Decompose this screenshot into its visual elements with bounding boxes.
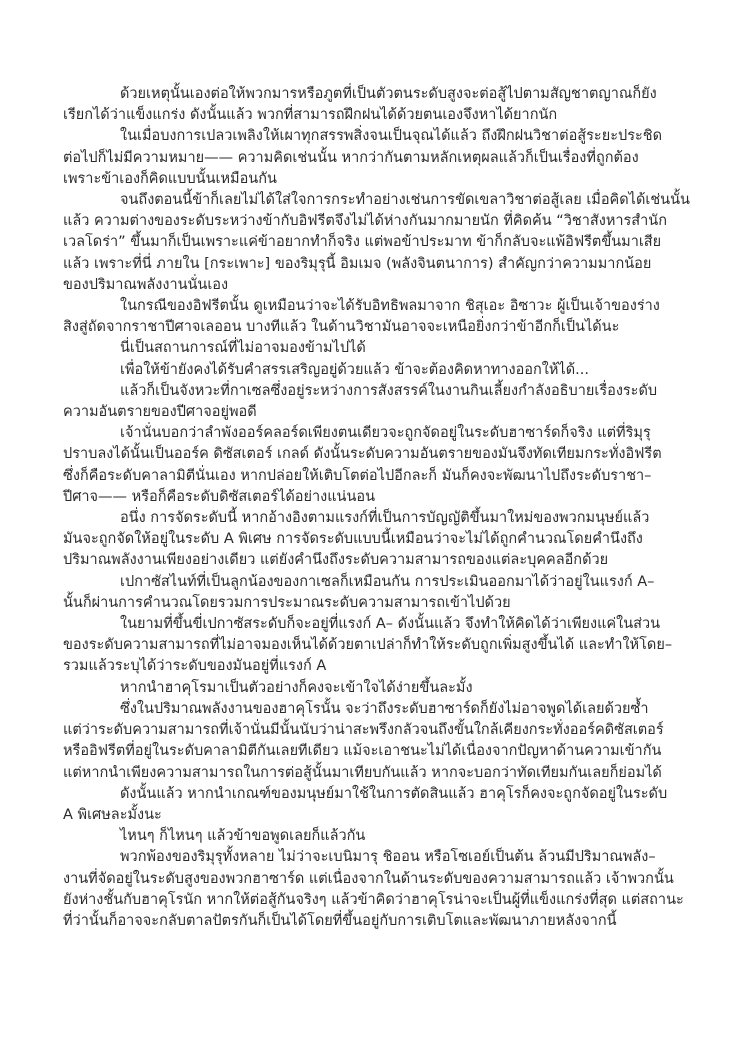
text-line: เพราะข้าเองก็คิดแบบนั้นเหมือนกัน [63, 170, 277, 187]
text-line: จนถึงตอนนี้ข้าก็เลยไม่ได้ใส่ใจการกระทำอย่างเช่นการขัดเขลาวิชาต่อสู้เลย เมื่อคิดได้เช่นนั้น [120, 192, 690, 209]
text-line: ปีศาจ—— หรือก็คือระดับดิซัสเตอร์ได้อย่างแน่นอน [63, 488, 375, 505]
paragraph [63, 847, 684, 932]
paragraph [63, 614, 677, 678]
text-line: ของระดับความสามารถที่ไม่อาจมองเห็นได้ด้วยตาเปล่าก็ทำให้ระดับถูกเพิ่มสูงขึ้นได้ และทำให้โดย– [63, 637, 673, 654]
paragraph [63, 360, 677, 381]
text-line: พวกพ้องของริมุรุทั้งหลาย ไม่ว่าจะเบนิมารุ ชิออน หรือโซเอย์เป็นต้น ล้วนมีปริมาณพลัง– [120, 849, 656, 866]
text-line: อนึ่ง การจัดระดับนี้ หากอ้างอิงตามแรงก์ที่เป็นการบัญญัติขึ้นมาใหม่ของพวกมนุษย์แล้ว [120, 510, 650, 527]
paragraph [63, 572, 677, 614]
paragraph [63, 126, 677, 190]
text-line: เพื่อให้ข้ายังคงได้รับคำสรรเสริญอยู่ด้วยแล้ว ข้าจะต้องคิดหาทางออกให้ได้... [120, 361, 589, 378]
text-line: ที่ว่านั้นก็อาจจะกลับตาลปัตรกันก็เป็นได้โดยที่ขึ้นอยู่กับการเติบโตและพัฒนาภายหลังจากนี้ [63, 912, 617, 929]
text-line: มันจะถูกจัดให้อยู่ในระดับ A พิเศษ การจัดระดับแบบนี้เหมือนว่าจะไม่ได้ถูกคำนวณโดยคำนึงถึง [63, 531, 643, 548]
text-line: ด้วยเหตุนั้นเองต่อให้พวกมารหรือภูตที่เป็นตัวตนระดับสูงจะต่อสู้ไปตามสัญชาตญาณก็ยัง [120, 86, 657, 102]
paragraph [63, 826, 677, 847]
text-line: หรืออิฟรีตที่อยู่ในระดับคาลามิตีกันเลยทีเดียว แม้จะเอาชนะไม่ได้เนื่องจากปัญหาด้านความเข้ากัน [63, 743, 662, 760]
text-line: แล้ว เพราะที่นี่ ภายใน [กระเพาะ] ของริมุรุนี้ อิมเมจ (พลังจินตนาการ) สำคัญกว่าความมากน้อย [63, 255, 652, 272]
text-line: A พิเศษละมั้งนะ [63, 806, 162, 823]
text-line: ไหนๆ ก็ไหนๆ แล้วข้าขอพูดเลยก็แล้วกัน [120, 828, 366, 845]
text-line: ในกรณีของอิฟรีตนั้น ดูเหมือนว่าจะได้รับอิทธิพลมาจาก ชิสุเอะ อิซาวะ ผู้เป็นเจ้าของร่าง [120, 298, 660, 315]
text-line: แต่หากนำเพียงความสามารถในการต่อสู้นั้นมาเทียบกันแล้ว หากจะบอกว่าทัดเทียมกันเลยก็ย่อมได้ [63, 764, 662, 781]
text-line: แล้ว ความต่างของระดับระหว่างข้ากับอิฟรีตจึงไม่ได้ห่างกันมากมายนัก ที่คิดค้น “วิชาสังหารสำนัก [63, 213, 667, 230]
paragraph [63, 381, 677, 423]
paragraph [63, 190, 690, 296]
paragraph [63, 508, 677, 572]
text-line: รวมแล้วระบุได้ว่าระดับของมันอยู่ที่แรงก์ A [63, 658, 327, 675]
text-line: ความอันตรายของปีศาจอยู่พอดี [63, 404, 257, 421]
text-line: เรียกได้ว่าแข็งแกร่ง ดังนั้นแล้ว พวกที่สามารถฝึกฝนได้ด้วยตนเองจึงหาได้ยากนัก [63, 107, 558, 124]
text-line: เจ้านั่นบอกว่าลำพังออร์คลอร์ดเพียงตนเดียวจะถูกจัดอยู่ในระดับฮาซาร์ดก็จริง แต่ที่ริมุรุ [120, 425, 651, 442]
text-block [63, 84, 690, 932]
text-line: ในยามที่ขึ้นขี่เปกาซัสระดับก็จะอยู่ที่แรงก์ A– ดังนั้นแล้ว จึงทำให้คิดได้ว่าเพียงแค่ในส่วน [120, 616, 661, 633]
text-line: ดังนั้นแล้ว หากนำเกณฑ์ของมนุษย์มาใช้ในการตัดสินแล้ว ฮาคุโรก็คงจะถูกจัดอยู่ในระดับ [120, 785, 668, 802]
text-line: ปราบลงได้นั้นเป็นออร์ค ดิซัสเตอร์ เกลด์ ดังนั้นระดับความอันตรายของมันจึงทัดเทียมกระทั่งอิฟรีต [63, 446, 662, 463]
paragraph [63, 423, 677, 508]
text-line: หากนำฮาคุโรมาเป็นตัวอย่างก็คงจะเข้าใจได้ง่ายขึ้นละมั้ง [120, 679, 473, 696]
text-line: ในเมื่อบงการเปลวเพลิงให้เผาทุกสรรพสิ่งจนเป็นจุณได้แล้ว ถึงฝึกฝนวิชาต่อสู้ระยะประชิด [120, 128, 663, 145]
text-line: ซึ่งก็คือระดับคาลามิตีนั่นเอง หากปล่อยให้เติบโตต่อไปอีกละก็ มันก็คงจะพัฒนาไปถึงระดับราชา– [63, 467, 652, 484]
text-line: เวลโดร่า” ขึ้นมาก็เป็นเพราะแค่ข้าอยากทำก็จริง แต่พอข้าประมาท ข้าก็กลับจะแพ้อิฟรีตขึ้นมาเสีย [63, 234, 662, 251]
paragraph [63, 699, 677, 784]
text-line: นั้นก็ผ่านการคำนวณโดยรวมการประมาณระดับความสามารถเข้าไปด้วย [63, 594, 511, 611]
paragraph [63, 296, 677, 338]
text-line: ซึ่งในปริมาณพลังงานของฮาคุโรนั้น จะว่าถึงระดับฮาซาร์ดก็ยังไม่อาจพูดได้เลยด้วยซ้ำ [120, 700, 649, 717]
paragraph [63, 784, 677, 826]
text-line: ของปริมาณพลังงานนั่นเอง [63, 276, 229, 293]
text-line: เปกาซัสไนท์ที่เป็นลูกน้องของกาเซลก็เหมือนกัน การประเมินออกมาได้ว่าอยู่ในแรงก์ A– [120, 573, 655, 590]
paragraph [63, 678, 677, 699]
text-line: ต่อไปก็ไม่มีความหมาย—— ความคิดเช่นนั้น หากว่ากันตามหลักเหตุผลแล้วก็เป็นเรื่องที่ถูกต้อง [63, 149, 639, 166]
text-line: ยังห่างชั้นกับฮาคุโรนัก หากให้ต่อสู้กันจริงๆ แล้วข้าคิดว่าฮาคุโรน่าจะเป็นผู้ที่แข็งแกร่งที่สุด แต่สถานะ [63, 891, 684, 908]
text-line: ปริมาณพลังงานเพียงอย่างเดียว แต่ยังคำนึงถึงระดับความสามารถของแต่ละบุคคลอีกด้วย [63, 552, 609, 569]
text-line: แต่ว่าระดับความสามารถที่เจ้านั่นมีนั้นนับว่าน่าสะพรึงกลัวจนถึงขั้นใกล้เคียงกระทั่งออร์คดิซัสเตอร์ [63, 722, 664, 739]
paragraph [63, 84, 677, 126]
text-line: งานที่จัดอยู่ในระดับสูงของพวกฮาซาร์ด แต่เนื่องจากในด้านระดับของความสามารถแล้ว เจ้าพวกนั้น [63, 870, 674, 887]
paragraph [63, 338, 677, 359]
text-line: แล้วก็เป็นจังหวะที่กาเซลซึ่งอยู่ระหว่างการสังสรรค์ในงานกินเลี้ยงกำลังอธิบายเรื่องระดับ [120, 382, 658, 399]
text-line: สิงสู่ถัดจากราชาปีศาจเลออน บางทีแล้ว ในด้านวิชามันอาจจะเหนือยิ่งกว่าข้าอีกก็เป็นได้นะ [63, 319, 620, 336]
text-line: นี่เป็นสถานการณ์ที่ไม่อาจมองข้ามไปได้ [120, 340, 366, 357]
